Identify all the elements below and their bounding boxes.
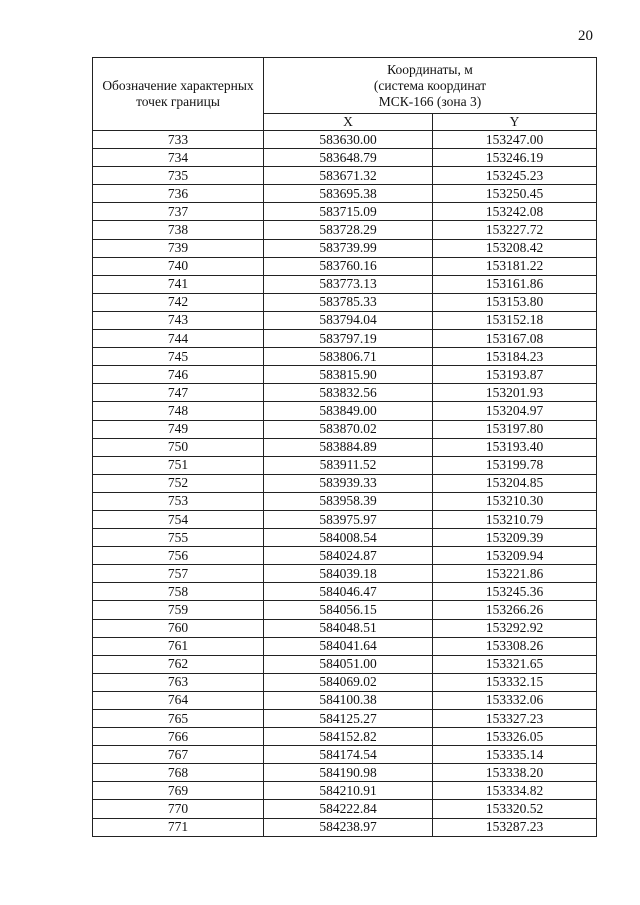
point-cell: 733 xyxy=(93,131,264,149)
table-row xyxy=(93,149,597,167)
y-cell: 153152.18 xyxy=(433,311,597,329)
point-cell: 757 xyxy=(93,565,264,583)
y-cell: 153287.23 xyxy=(433,818,597,836)
point-cell: 748 xyxy=(93,402,264,420)
y-cell: 153338.20 xyxy=(433,764,597,782)
table-row xyxy=(93,746,597,764)
table-row xyxy=(93,673,597,691)
x-cell: 583911.52 xyxy=(264,456,433,474)
point-cell: 758 xyxy=(93,583,264,601)
point-cell: 746 xyxy=(93,366,264,384)
point-cell: 752 xyxy=(93,474,264,492)
x-cell: 584210.91 xyxy=(264,782,433,800)
x-cell: 583648.79 xyxy=(264,149,433,167)
table-row xyxy=(93,619,597,637)
y-cell: 153332.06 xyxy=(433,691,597,709)
x-cell: 583815.90 xyxy=(264,366,433,384)
x-cell: 584190.98 xyxy=(264,764,433,782)
x-cell: 583760.16 xyxy=(264,257,433,275)
y-cell: 153245.36 xyxy=(433,583,597,601)
point-cell: 745 xyxy=(93,348,264,366)
coordinates-header-line3: МСК-166 (зона 3) xyxy=(378,93,482,109)
table-row xyxy=(93,818,597,836)
y-cell: 153197.80 xyxy=(433,420,597,438)
table-row xyxy=(93,239,597,257)
point-cell: 747 xyxy=(93,384,264,402)
point-cell: 741 xyxy=(93,275,264,293)
y-cell: 153204.85 xyxy=(433,474,597,492)
table-row xyxy=(93,565,597,583)
point-cell: 768 xyxy=(93,764,264,782)
table-row xyxy=(93,366,597,384)
y-cell: 153242.08 xyxy=(433,203,597,221)
table-row xyxy=(93,782,597,800)
table-row xyxy=(93,221,597,239)
table-row xyxy=(93,293,597,311)
point-cell: 743 xyxy=(93,311,264,329)
point-cell: 734 xyxy=(93,149,264,167)
x-cell: 584008.54 xyxy=(264,529,433,547)
table-row xyxy=(93,547,597,565)
table-row xyxy=(93,764,597,782)
x-cell: 583884.89 xyxy=(264,438,433,456)
table-row xyxy=(93,710,597,728)
point-cell: 737 xyxy=(93,203,264,221)
point-cell: 736 xyxy=(93,185,264,203)
y-cell: 153327.23 xyxy=(433,710,597,728)
x-cell: 583785.33 xyxy=(264,293,433,311)
table-row xyxy=(93,384,597,402)
x-cell: 584125.27 xyxy=(264,710,433,728)
point-cell: 769 xyxy=(93,782,264,800)
y-cell: 153335.14 xyxy=(433,746,597,764)
x-cell: 583630.00 xyxy=(264,131,433,149)
y-cell: 153210.30 xyxy=(433,492,597,510)
x-cell: 584100.38 xyxy=(264,691,433,709)
x-cell: 583794.04 xyxy=(264,311,433,329)
point-cell: 744 xyxy=(93,330,264,348)
x-column-header: X xyxy=(264,114,433,131)
point-cell: 749 xyxy=(93,420,264,438)
point-cell: 763 xyxy=(93,673,264,691)
table-row xyxy=(93,311,597,329)
y-cell: 153199.78 xyxy=(433,456,597,474)
point-cell: 765 xyxy=(93,710,264,728)
table-row xyxy=(93,800,597,818)
point-cell: 742 xyxy=(93,293,264,311)
x-cell: 583739.99 xyxy=(264,239,433,257)
table-body xyxy=(93,131,597,837)
y-cell: 153221.86 xyxy=(433,565,597,583)
y-cell: 153210.79 xyxy=(433,510,597,528)
y-cell: 153209.94 xyxy=(433,547,597,565)
table-row xyxy=(93,257,597,275)
point-cell: 756 xyxy=(93,547,264,565)
table-row xyxy=(93,474,597,492)
table-row xyxy=(93,167,597,185)
x-cell: 584056.15 xyxy=(264,601,433,619)
coordinates-header-line1: Координаты, м xyxy=(387,61,473,77)
y-cell: 153161.86 xyxy=(433,275,597,293)
point-cell: 759 xyxy=(93,601,264,619)
point-cell: 767 xyxy=(93,746,264,764)
y-cell: 153208.42 xyxy=(433,239,597,257)
point-cell: 762 xyxy=(93,655,264,673)
point-cell: 750 xyxy=(93,438,264,456)
table-row xyxy=(93,420,597,438)
table-row xyxy=(93,275,597,293)
table-row xyxy=(93,583,597,601)
point-cell: 761 xyxy=(93,637,264,655)
y-cell: 153227.72 xyxy=(433,221,597,239)
x-cell: 584051.00 xyxy=(264,655,433,673)
table-row xyxy=(93,492,597,510)
x-cell: 584069.02 xyxy=(264,673,433,691)
x-cell: 583939.33 xyxy=(264,474,433,492)
table-row xyxy=(93,529,597,547)
x-cell: 584039.18 xyxy=(264,565,433,583)
table-row xyxy=(93,691,597,709)
x-cell: 584174.54 xyxy=(264,746,433,764)
table-row xyxy=(93,601,597,619)
y-cell: 153321.65 xyxy=(433,655,597,673)
y-cell: 153245.23 xyxy=(433,167,597,185)
table-row xyxy=(93,203,597,221)
x-cell: 583773.13 xyxy=(264,275,433,293)
y-cell: 153332.15 xyxy=(433,673,597,691)
y-cell: 153308.26 xyxy=(433,637,597,655)
x-cell: 583958.39 xyxy=(264,492,433,510)
point-cell: 754 xyxy=(93,510,264,528)
y-cell: 153246.19 xyxy=(433,149,597,167)
point-cell: 738 xyxy=(93,221,264,239)
y-cell: 153181.22 xyxy=(433,257,597,275)
table-row xyxy=(93,456,597,474)
y-cell: 153184.23 xyxy=(433,348,597,366)
y-column-header: Y xyxy=(433,114,597,131)
x-cell: 584046.47 xyxy=(264,583,433,601)
x-cell: 584222.84 xyxy=(264,800,433,818)
y-cell: 153193.40 xyxy=(433,438,597,456)
point-cell: 735 xyxy=(93,167,264,185)
table-row xyxy=(93,131,597,149)
point-cell: 739 xyxy=(93,239,264,257)
table-row xyxy=(93,438,597,456)
y-cell: 153250.45 xyxy=(433,185,597,203)
x-cell: 583975.97 xyxy=(264,510,433,528)
y-cell: 153292.92 xyxy=(433,619,597,637)
x-cell: 583849.00 xyxy=(264,402,433,420)
point-designation-header: Обозначение характерных точек границы xyxy=(93,58,264,131)
x-cell: 584048.51 xyxy=(264,619,433,637)
y-cell: 153209.39 xyxy=(433,529,597,547)
y-cell: 153266.26 xyxy=(433,601,597,619)
x-cell: 584024.87 xyxy=(264,547,433,565)
table-header xyxy=(93,58,597,131)
y-cell: 153320.52 xyxy=(433,800,597,818)
x-cell: 583806.71 xyxy=(264,348,433,366)
point-cell: 755 xyxy=(93,529,264,547)
x-cell: 583797.19 xyxy=(264,330,433,348)
point-cell: 766 xyxy=(93,728,264,746)
table-row xyxy=(93,637,597,655)
y-cell: 153193.87 xyxy=(433,366,597,384)
y-cell: 153204.97 xyxy=(433,402,597,420)
y-cell: 153153.80 xyxy=(433,293,597,311)
x-cell: 583832.56 xyxy=(264,384,433,402)
x-cell: 584238.97 xyxy=(264,818,433,836)
point-cell: 740 xyxy=(93,257,264,275)
table-row xyxy=(93,330,597,348)
y-cell: 153334.82 xyxy=(433,782,597,800)
coordinates-header xyxy=(264,58,597,114)
y-cell: 153247.00 xyxy=(433,131,597,149)
coordinates-table xyxy=(92,57,597,837)
x-cell: 583695.38 xyxy=(264,185,433,203)
x-cell: 583671.32 xyxy=(264,167,433,185)
table-row xyxy=(93,402,597,420)
x-cell: 583870.02 xyxy=(264,420,433,438)
point-cell: 771 xyxy=(93,818,264,836)
page-number: 20 xyxy=(578,28,593,44)
coordinates-header-line2: (система координат xyxy=(373,77,487,93)
table-row xyxy=(93,510,597,528)
point-cell: 753 xyxy=(93,492,264,510)
x-cell: 583715.09 xyxy=(264,203,433,221)
x-cell: 584152.82 xyxy=(264,728,433,746)
y-cell: 153167.08 xyxy=(433,330,597,348)
point-cell: 770 xyxy=(93,800,264,818)
table-row xyxy=(93,185,597,203)
point-cell: 751 xyxy=(93,456,264,474)
table-row xyxy=(93,728,597,746)
x-cell: 584041.64 xyxy=(264,637,433,655)
y-cell: 153201.93 xyxy=(433,384,597,402)
y-cell: 153326.05 xyxy=(433,728,597,746)
table-row xyxy=(93,348,597,366)
table-row xyxy=(93,655,597,673)
x-cell: 583728.29 xyxy=(264,221,433,239)
point-cell: 764 xyxy=(93,691,264,709)
point-cell: 760 xyxy=(93,619,264,637)
